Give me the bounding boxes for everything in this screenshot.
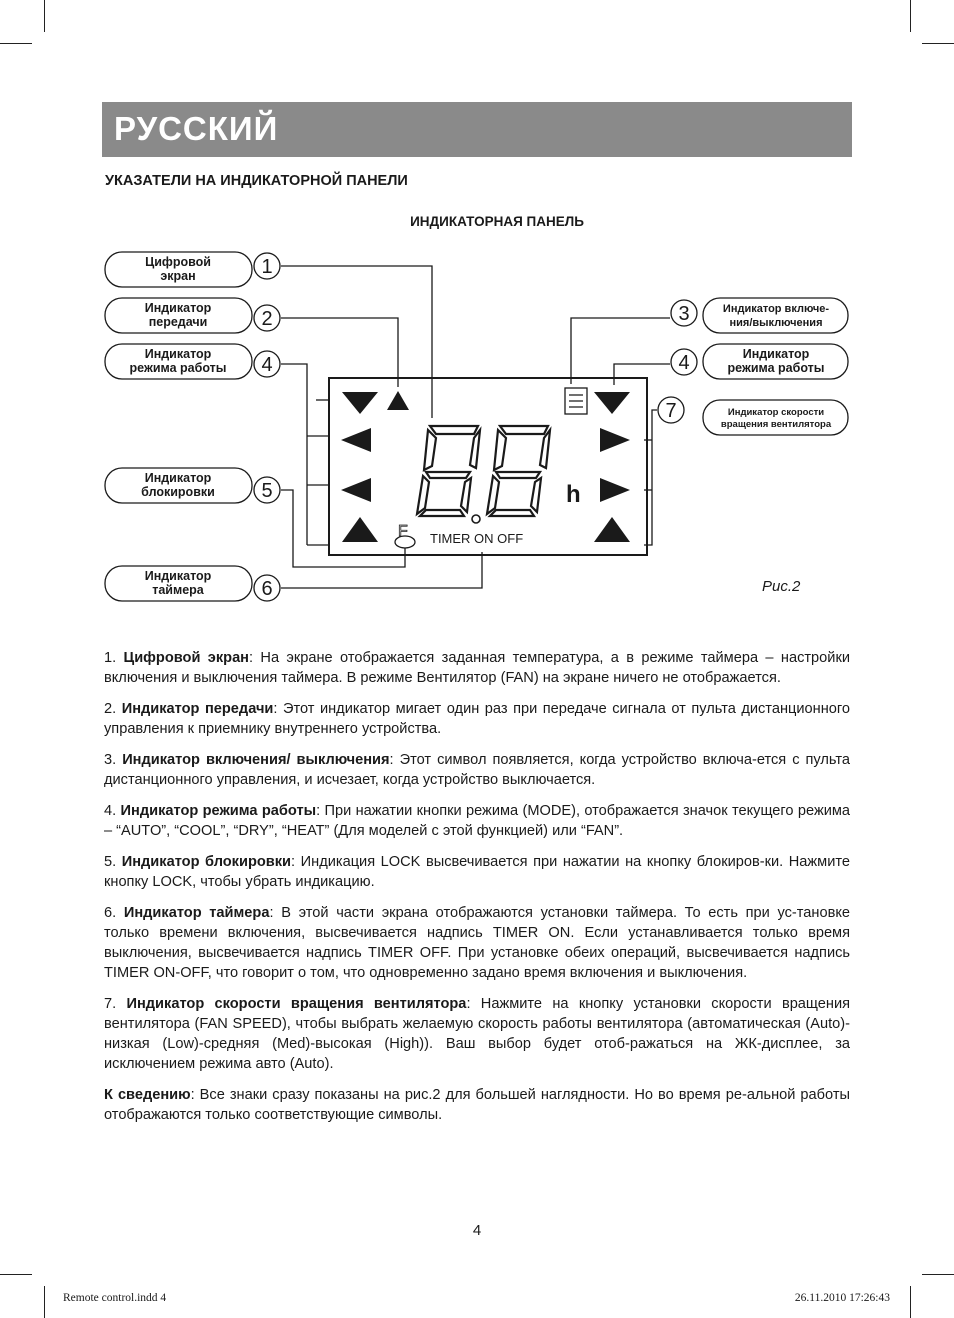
paragraph-4 xyxy=(104,801,850,841)
paragraph-text: : Этот символ появляется, когда устройство включа-ется с пульта дистанционного управления, и исчезает, когда устройство выключается. xyxy=(104,752,850,788)
callout-3-label: Индикатор включе- xyxy=(722,303,830,315)
digit-8-left xyxy=(417,426,480,516)
callout-number-3: 3 xyxy=(678,303,690,325)
figure-caption: Рис.2 xyxy=(762,578,801,595)
crop-mark xyxy=(910,1286,911,1318)
callout-4-right-label: режима работы xyxy=(727,361,825,375)
leader-line-2 xyxy=(281,318,398,387)
item-number: 7. xyxy=(104,996,127,1012)
body-text xyxy=(104,648,850,1136)
callout-6-label: Индикатор xyxy=(144,569,212,583)
paragraph-text: : В этой части экрана отображаются установки таймера. То есть при ус-тановке только времени включения, высвечивается надпись TIMER ON. Если устанавливается только время выключения, высвечивается надпись TIMER OFF. При установке обеих операций, высвечивается надпись TIMER ON-OFF, что говорит о том, что одновременно задано время включения и выключения. xyxy=(104,905,850,981)
crop-mark xyxy=(0,1274,32,1275)
term: Индикатор таймера xyxy=(123,905,270,921)
mode-arrow-up-icon xyxy=(342,517,378,542)
term: Цифровой экран xyxy=(123,650,249,666)
footer-filename: Remote control.indd 4 xyxy=(63,1292,167,1304)
crop-mark xyxy=(922,1274,954,1275)
callout-5-label: блокировки xyxy=(141,485,215,499)
callout-5-label: Индикатор xyxy=(144,471,212,485)
callout-1-label: Цифровой xyxy=(145,255,211,269)
paragraph-7 xyxy=(104,994,850,1074)
paragraph-3 xyxy=(104,750,850,790)
page-number: 4 xyxy=(472,1222,482,1239)
crop-mark xyxy=(44,1286,45,1318)
callout-number-4-right: 4 xyxy=(678,352,690,374)
callout-number-2: 2 xyxy=(261,308,273,330)
section-title: УКАЗАТЕЛИ НА ИНДИКАТОРНОЙ ПАНЕЛИ xyxy=(105,173,408,189)
item-number: 2. xyxy=(104,701,122,717)
dot-indicator xyxy=(472,515,480,523)
paragraph-text: : Этот индикатор мигает один раз при передаче сигнала от пульта дистанционного управления к приемнику внутреннего устройства. xyxy=(104,701,850,737)
leader-line-6 xyxy=(281,552,482,588)
item-number: 3. xyxy=(104,752,123,768)
leader-line-3 xyxy=(571,318,670,384)
paragraph-text: : Индикация LOCK высвечивается при нажатии на кнопку блокиров-ки. Нажмите кнопку LOCK, чтобы убрать индикацию. xyxy=(104,854,850,890)
paragraph-1 xyxy=(104,648,850,688)
callout-6-label: таймера xyxy=(152,583,204,597)
leader-line-7 xyxy=(644,410,657,545)
mode-arrow-left-icon xyxy=(341,428,371,452)
temp-unit: F xyxy=(398,523,408,540)
language-title: РУССКИЙ xyxy=(114,110,279,147)
paragraph-2 xyxy=(104,699,850,739)
leader-line-4-left xyxy=(281,364,307,545)
footer-timestamp: 26.11.2010 17:26:43 xyxy=(794,1292,890,1304)
note-term: К сведению xyxy=(104,1087,191,1103)
paragraph-text: : Нажмите на кнопку установки скорости вращения вентилятора (FAN SPEED), чтобы выбрать желаемую скорость работы вентилятора (автоматическая (Auto)- низкая (Low)-средняя (Med)-высокая (High)). Ваш выбор будет отоб-ражаться на ЖК-дисплее, за исключением режима авто (Auto). xyxy=(104,996,850,1072)
callout-1-label: экран xyxy=(160,269,196,283)
timer-text: TIMER ON OFF xyxy=(430,531,524,546)
fan-arrow-right-icon xyxy=(600,478,630,502)
transmit-arrow-up-icon xyxy=(387,391,409,410)
digit-8-right xyxy=(487,426,550,516)
lcd-frame xyxy=(329,378,647,555)
fan-arrow-down-icon xyxy=(594,392,630,414)
paragraph-6 xyxy=(104,903,850,983)
term: Индикатор передачи xyxy=(121,701,274,717)
callout-number-1: 1 xyxy=(261,256,273,278)
paragraph-text: : На экране отображается заданная температура, а в режиме таймера – настройки включения и выключения таймера. В режиме Вентилятор (FAN) на экране ничего не отображается. xyxy=(104,650,850,686)
callout-4-left-label: режима работы xyxy=(129,361,227,375)
term: Индикатор режима работы xyxy=(120,803,317,819)
note-paragraph xyxy=(104,1085,850,1125)
callout-2-label: передачи xyxy=(148,315,208,329)
callout-4-right-label: Индикатор xyxy=(742,347,810,361)
callout-2-label: Индикатор xyxy=(144,301,212,315)
callout-number-5: 5 xyxy=(261,480,273,502)
term: Индикатор скорости вращения вентилятора xyxy=(126,996,467,1012)
callout-7-label: вращения вентилятора xyxy=(720,419,832,430)
mode-arrow-down-icon xyxy=(342,392,378,414)
item-number: 5. xyxy=(104,854,122,870)
item-number: 1. xyxy=(104,650,124,666)
leader-line-4-right xyxy=(614,364,670,385)
indicator-panel-diagram xyxy=(0,0,954,640)
term: Индикатор включения/ выключения xyxy=(122,752,390,768)
callout-4-left-label: Индикатор xyxy=(144,347,212,361)
mode-arrow-left-icon xyxy=(341,478,371,502)
paragraph-5 xyxy=(104,852,850,892)
fan-arrow-right-icon xyxy=(600,428,630,452)
note-text: : Все знаки сразу показаны на рис.2 для большей наглядности. Но во время ре-альной работы отображаются только соответствующие символы. xyxy=(104,1087,850,1123)
hour-symbol: h xyxy=(566,481,581,508)
term: Индикатор блокировки xyxy=(121,854,292,870)
callout-number-6: 6 xyxy=(261,578,273,600)
paragraph-text: : При нажатии кнопки режима (MODE), отображается значок текущего режима – “AUTO”, “COOL”, “DRY”, “HEAT” (Для моделей с этой функцией) или “FAN”. xyxy=(104,803,851,839)
item-number: 4. xyxy=(104,803,121,819)
fan-arrow-up-icon xyxy=(594,517,630,542)
callout-7-label: Индикатор скорости xyxy=(727,407,825,418)
figure-title: ИНДИКАТОРНАЯ ПАНЕЛЬ xyxy=(410,214,584,229)
callout-3-label: ния/выключения xyxy=(729,317,823,329)
item-number: 6. xyxy=(104,905,124,921)
callout-number-4-left: 4 xyxy=(261,354,273,376)
callout-number-7: 7 xyxy=(665,400,677,422)
